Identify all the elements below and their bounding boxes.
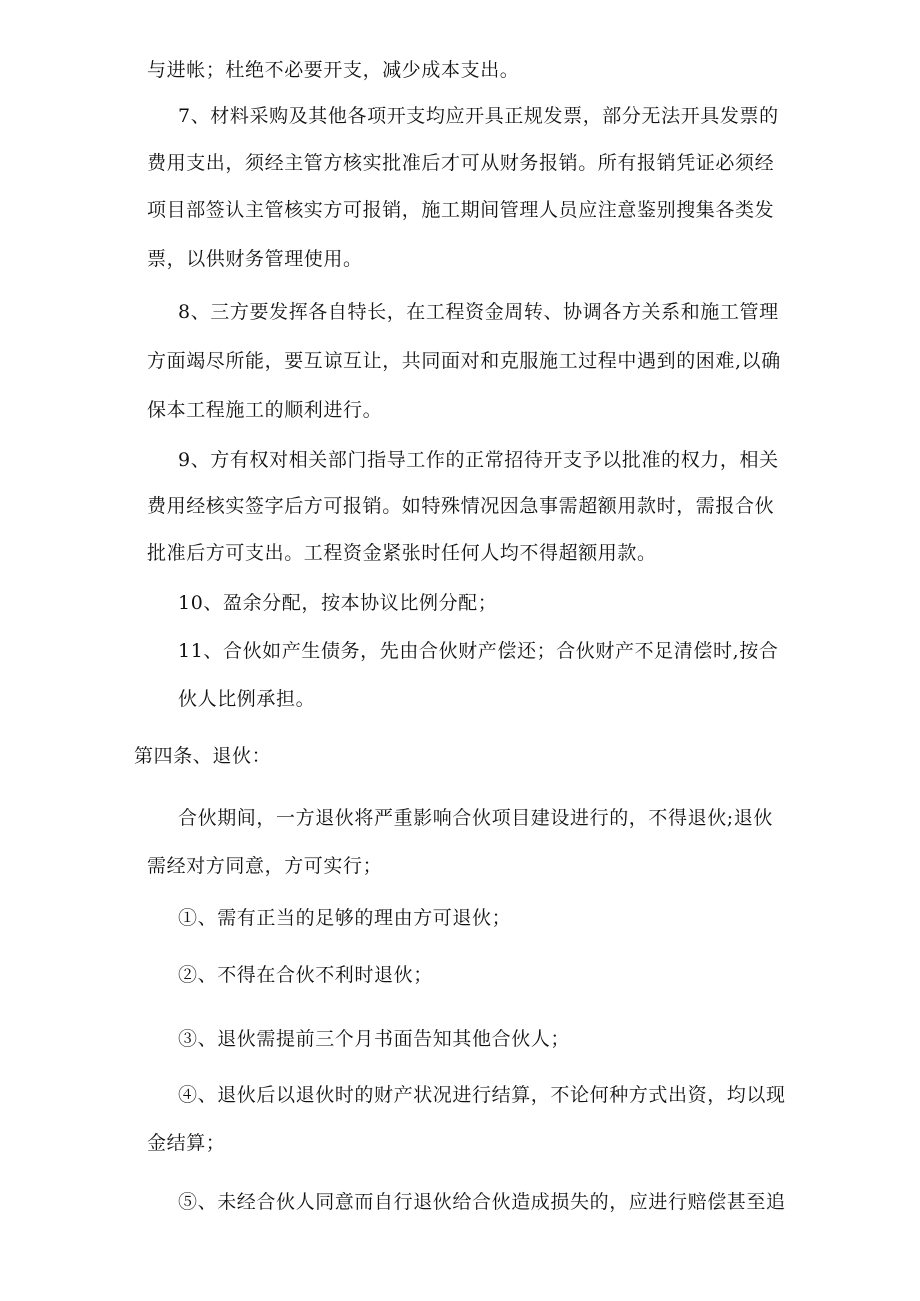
article-4-heading: 第四条、退伙：: [134, 745, 272, 767]
item-7-line-1: 7、材料采购及其他各项开支均应开具正规发票，部分无法开具发票的: [178, 105, 779, 127]
article-4-intro-line-2: 需经对方同意，方可实行；: [147, 855, 383, 877]
withdrawal-clause-5: ⑤、未经合伙人同意而自行退伙给合伙造成损失的，应进行赔偿甚至追: [178, 1191, 786, 1213]
withdrawal-clause-4-line-1: ④、退伙后以退伙时的财产状况进行结算，不论何种方式出资，均以现: [178, 1084, 786, 1106]
item-8-line-3: 保本工程施工的顺利进行。: [147, 399, 383, 421]
withdrawal-clause-2: ②、不得在合伙不利时退伙；: [178, 964, 433, 986]
item-7-line-3: 项目部签认主管核实方可报销，施工期间管理人员应注意鉴别搜集各类发: [147, 199, 775, 221]
item-7-line-2: 费用支出，须经主管方核实批准后才可从财务报销。所有报销凭证必须经: [147, 152, 775, 174]
item-9-line-2: 费用经核实签字后方可报销。如特殊情况因急事需超额用款时，需报合伙: [147, 495, 775, 517]
item-6-continuation: 与进帐；杜绝不必要开支，减少成本支出。: [147, 59, 520, 81]
article-4-intro-line-1: 合伙期间，一方退伙将严重影响合伙项目建设进行的，不得退伙;退伙: [178, 807, 774, 829]
item-11-line-2: 伙人比例承担。: [178, 688, 316, 710]
item-9-line-1: 9、方有权对相关部门指导工作的正常招待开支予以批准的权力，相关: [178, 449, 779, 471]
withdrawal-clause-1: ①、需有正当的足够的理由方可退伙；: [178, 907, 512, 929]
item-11-line-1: 11、合伙如产生债务，先由合伙财产偿还；合伙财产不足清偿时,按合: [178, 640, 779, 662]
withdrawal-clause-4-line-2: 金结算；: [147, 1132, 226, 1154]
withdrawal-clause-3: ③、退伙需提前三个月书面告知其他合伙人；: [178, 1028, 571, 1050]
item-8-line-2: 方面竭尽所能，要互谅互让，共同面对和克服施工过程中遇到的困难,以确: [147, 350, 781, 372]
item-10: 10、盈余分配，按本协议比例分配；: [178, 592, 498, 614]
item-7-line-4: 票，以供财务管理使用。: [147, 248, 363, 270]
item-9-line-3: 批准后方可支出。工程资金紧张时任何人均不得超额用款。: [147, 542, 657, 564]
item-8-line-1: 8、三方要发挥各自特长，在工程资金周转、协调各方关系和施工管理: [178, 301, 779, 323]
